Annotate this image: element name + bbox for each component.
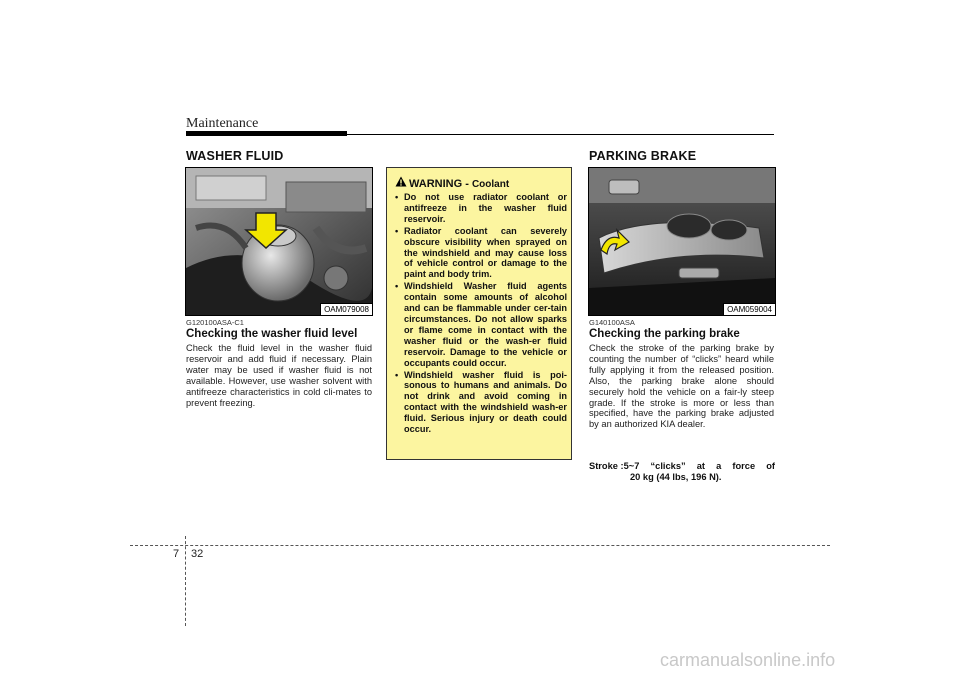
washer-fluid-heading: WASHER FLUID — [186, 149, 284, 163]
header-rule-thick — [186, 131, 347, 136]
photo-code: OAM079008 — [320, 303, 372, 315]
warning-item: • Radiator coolant can severely obscure visibility when sprayed on the windshield and may cause loss of vehicle control or damage to the paint and body trim. — [395, 226, 567, 281]
warning-item: • Windshield washer fluid is poi-sonous to humans and animals. Do not drink and avoid coming in contact with the windshield wash-er fluid. Serious injury or death could occur. — [395, 370, 567, 435]
parking-brake-illustration — [589, 168, 775, 315]
footer-divider — [185, 536, 186, 626]
parking-brake-subheading: Checking the parking brake — [589, 328, 740, 340]
warning-label: WARNING - — [409, 178, 472, 190]
stroke-value-1: 5~7 “clicks” at a force of — [623, 461, 775, 471]
page-header-title: Maintenance — [186, 116, 259, 131]
page-chapter-number: 7 — [173, 548, 180, 560]
header-rule-thin — [347, 134, 774, 135]
parking-brake-photo — [588, 167, 776, 316]
stroke-spec — [589, 461, 775, 483]
stroke-value-2: 20 kg (44 lbs, 196 N). — [630, 472, 722, 482]
warning-item: • Windshield Washer fluid agents contain some amounts of alcohol and can be flammable under cer-tain circumstances. Do not allow sparks or flame come in contact with the washer fluid or the wash-er fluid reservoir. Damage to the vehicle or occupants could occur. — [395, 281, 567, 368]
warning-topic: Coolant — [471, 179, 510, 190]
photo-code: OAM059004 — [723, 303, 775, 315]
warning-triangle-icon — [395, 176, 407, 187]
warning-list — [395, 192, 567, 436]
warning-item: • Do not use radiator coolant or antifreeze in the washer fluid reservoir. — [395, 192, 567, 225]
washer-fluid-body: Check the fluid level in the washer fluid reservoir and add fluid if necessary. Plain water may be used if washer fluid is not available. However, use washer solvent with antifreeze characteristics in cold cli-mates to prevent freezing. — [186, 343, 372, 408]
section-code: G120100ASA-C1 — [186, 318, 244, 327]
watermark: carmanualsonline.info — [660, 650, 836, 670]
parking-brake-body: Check the stroke of the parking brake by counting the number of “clicks” heard while fully applying it from the released position. Also, the parking brake alone should securely hold the vehicle on a fair-ly steep grade. If the stroke is more or less than specified, have the parking brake adjusted by an authorized KIA dealer. — [589, 343, 774, 430]
stroke-label: Stroke : — [589, 461, 624, 471]
stroke-line-1 — [589, 461, 775, 472]
warning-box — [386, 167, 572, 460]
warning-title — [409, 178, 509, 190]
footer-rule — [130, 545, 830, 546]
parking-brake-heading: PARKING BRAKE — [589, 149, 697, 163]
section-code: G140100ASA — [589, 318, 635, 327]
engine-bay-photo — [185, 167, 373, 316]
page-number: 32 — [191, 548, 204, 560]
engine-bay-illustration — [186, 168, 372, 315]
washer-fluid-subheading: Checking the washer fluid level — [186, 328, 358, 340]
